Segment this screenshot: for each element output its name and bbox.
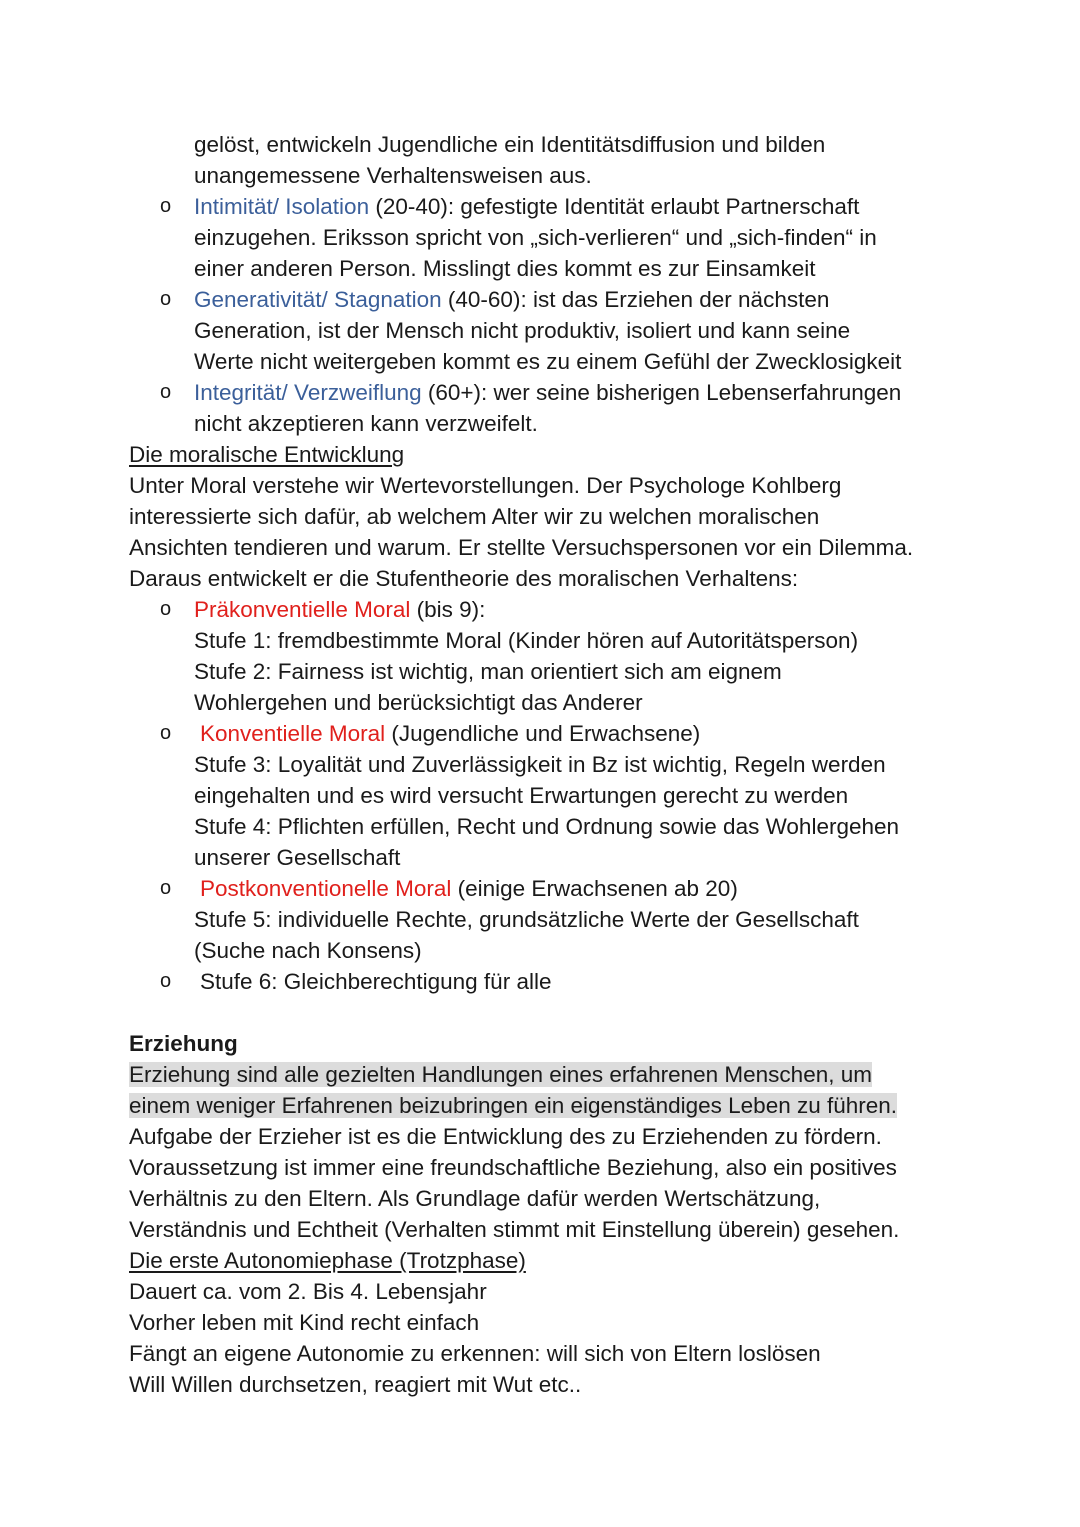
paragraph-line: Vorher leben mit Kind recht einfach [129,1310,480,1335]
level-text: (bis 9): [410,597,486,622]
bullet-marker: o [160,877,172,899]
bullet-marker: o [160,722,172,744]
highlighted-definition-line [129,1059,872,1090]
paragraph-line: Ansichten tendieren und warum. Er stellte Versuchspersonen vor ein Dilemma. [129,535,914,560]
level-text-line: Stufe 4: Pflichten erfüllen, Recht und Ordnung sowie das Wohlergehen [194,814,900,839]
stage-text: (40-60): ist das Erziehen der nächsten [441,287,830,312]
paragraph-line: Aufgabe der Erzieher ist es die Entwicklung des zu Erziehenden zu fördern. [129,1124,882,1149]
stage-term: Intimität/ Isolation [194,194,370,219]
paragraph-line: Dauert ca. vom 2. Bis 4. Lebensjahr [129,1279,487,1304]
stage-text: (20-40): gefestigte Identität erlaubt Partnerschaft [369,194,860,219]
section-heading-moral: Die moralische Entwicklung [129,442,405,467]
moral-stufe6: Stufe 6: Gleichberechtigung für alle [200,969,552,994]
paragraph-line: Verständnis und Echtheit (Verhalten stimmt mit Einstellung überein) gesehen. [129,1217,900,1242]
paragraph-line: Daraus entwickelt er die Stufentheorie des moralischen Verhaltens: [129,566,799,591]
stage-generativitaet [194,284,829,315]
highlighted-definition-line [129,1090,897,1121]
moral-level-konventionell [200,718,700,749]
stage-text-line: einer anderen Person. Misslingt dies kommt es zur Einsamkeit [194,256,816,281]
stage-term: Generativität/ Stagnation [194,287,442,312]
stage-term: Integrität/ Verzweiflung [194,380,422,405]
level-term: Konventielle Moral [200,721,386,746]
bullet-marker: o [160,598,172,620]
level-text-line: eingehalten und es wird versucht Erwartungen gerecht zu werden [194,783,849,808]
stage-text-line: einzugehen. Eriksson spricht von „sich-verlieren“ und „sich-finden“ in [194,225,877,250]
paragraph-line: Voraussetzung ist immer eine freundschaftliche Beziehung, also ein positives [129,1155,897,1180]
level-text: (einige Erwachsenen ab 20) [451,876,738,901]
paragraph-line: Verhältnis zu den Eltern. Als Grundlage dafür werden Wertschätzung, [129,1186,821,1211]
erikson-continuation-line: unangemessene Verhaltensweisen aus. [194,163,592,188]
paragraph-line: Will Willen durchsetzen, reagiert mit Wut etc.. [129,1372,582,1397]
section-heading-erziehung: Erziehung [129,1031,238,1056]
moral-level-praekonventionell [194,594,485,625]
level-text-line: unserer Gesellschaft [194,845,401,870]
stage-text-line: Werte nicht weitergeben kommt es zu einem Gefühl der Zwecklosigkeit [194,349,902,374]
level-text-line: Stufe 3: Loyalität und Zuverlässigkeit in Bz ist wichtig, Regeln werden [194,752,886,777]
bullet-marker: o [160,195,172,217]
bullet-marker: o [160,288,172,310]
stage-text: (60+): wer seine bisherigen Lebenserfahrungen [421,380,902,405]
bullet-marker: o [160,970,172,992]
paragraph-line: Fängt an eigene Autonomie zu erkennen: will sich von Eltern loslösen [129,1341,821,1366]
paragraph-line: interessierte sich dafür, ab welchem Alter wir zu welchen moralischen [129,504,820,529]
level-text: (Jugendliche und Erwachsene) [385,721,701,746]
stage-text-line: nicht akzeptieren kann verzweifelt. [194,411,538,436]
level-text-line: Wohlergehen und berücksichtigt das Anderer [194,690,643,715]
stage-intimitaet [194,191,859,222]
moral-level-postkonventionell [200,873,738,904]
bullet-marker: o [160,381,172,403]
level-text-line: Stufe 5: individuelle Rechte, grundsätzliche Werte der Gesellschaft [194,907,859,932]
level-text-line: (Suche nach Konsens) [194,938,422,963]
paragraph-line: Unter Moral verstehe wir Wertevorstellungen. Der Psychologe Kohlberg [129,473,842,498]
level-text-line: Stufe 2: Fairness ist wichtig, man orientiert sich am eignem [194,659,782,684]
stage-integritaet [194,377,901,408]
highlight-span: einem weniger Erfahrenen beizubringen ein eigenständiges Leben zu führen. [129,1093,898,1118]
erikson-continuation-line: gelöst, entwickeln Jugendliche ein Identitätsdiffusion und bilden [194,132,826,157]
level-term: Präkonventielle Moral [194,597,411,622]
highlight-span: Erziehung sind alle gezielten Handlungen eines erfahrenen Menschen, um [129,1062,872,1087]
section-heading-autonomie: Die erste Autonomiephase (Trotzphase) [129,1248,526,1273]
stage-text-line: Generation, ist der Mensch nicht produktiv, isoliert und kann seine [194,318,851,343]
level-term: Postkonventionelle Moral [200,876,452,901]
level-text-line: Stufe 1: fremdbestimmte Moral (Kinder hören auf Autoritätsperson) [194,628,859,653]
